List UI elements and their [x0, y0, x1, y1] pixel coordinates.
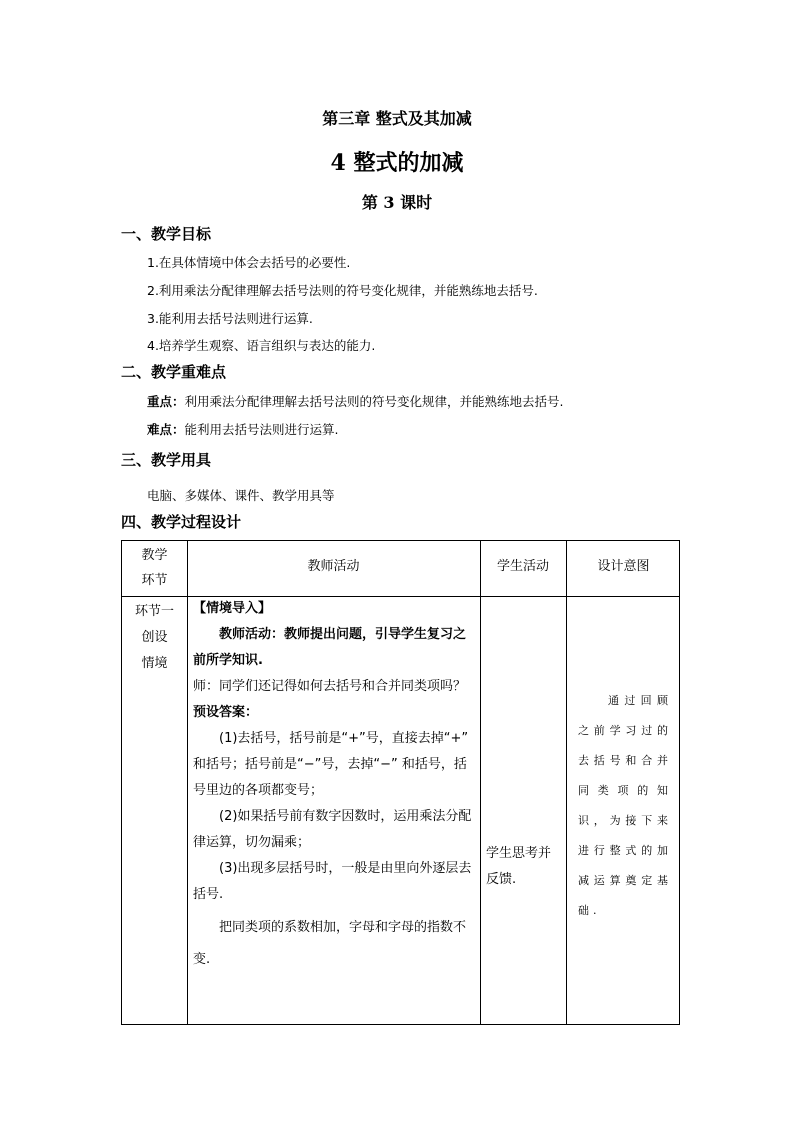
row-stage: 环节一 创设 情境	[134, 604, 174, 671]
header-design-intent: 设计意图	[597, 559, 650, 574]
student-activity-cell: 学生思考并反馈.	[486, 846, 552, 887]
difficulty-text: 能利用去括号法则进行运算.	[184, 422, 339, 437]
lesson-subtitle: 第 3 课时	[361, 193, 433, 212]
answer-label: 预设答案：	[193, 705, 259, 720]
section-heading-tools: 三、教学用具	[121, 451, 212, 469]
goal-item-2: 2.利用乘法分配律理解去括号法则的符号变化规律，并能熟练地去括号.	[147, 283, 538, 298]
section-heading-keypoints: 二、教学重难点	[121, 363, 227, 381]
answer-1: (1)去括号，括号前是“+”号，直接去掉“+” 和括号；括号前是“−”号，去掉“−” 和括号，括号里边的各项都变号；	[193, 731, 469, 798]
difficulty-label: 难点：	[147, 422, 185, 437]
scene-tag: 【情境导入】	[193, 601, 272, 616]
goal-item-4: 4.培养学生观察、语言组织与表达的能力.	[147, 338, 376, 353]
goal-item-1: 1.在具体情境中体会去括号的必要性.	[147, 255, 351, 270]
design-intent-cell: 通过回顾之前学习过的去括号和合并同类项的知识，为接下来进行整式的加减运算奠定基础.	[578, 694, 672, 917]
goal-item-3: 3.能利用去括号法则进行运算.	[147, 311, 313, 326]
keypoint-label: 重点：	[147, 394, 185, 409]
teacher-activity-cell	[193, 596, 475, 976]
teacher-activity-text: 教师活动：教师提出问题，引导学生复习之前所学知识.	[193, 627, 467, 668]
chapter-title: 第三章 整式及其加减	[322, 109, 472, 128]
difficulty-line	[147, 420, 339, 438]
answer-3: (3)出现多层括号时，一般是由里向外逐层去括号.	[193, 861, 472, 902]
answer-4: 把同类项的系数相加，字母和字母的指数不变.	[193, 920, 467, 967]
process-table	[121, 540, 680, 1025]
answer-2: (2)如果括号前有数字因数时，运用乘法分配律运算，切勿漏乘；	[193, 809, 472, 850]
section-heading-goals: 一、教学目标	[121, 225, 212, 243]
header-student-activity: 学生活动	[496, 559, 549, 574]
header-teacher-activity: 教师活动	[307, 559, 360, 574]
header-stage: 教学 环节	[141, 548, 168, 588]
teacher-question: 师：同学们还记得如何去括号和合并同类项吗？	[193, 679, 467, 694]
page-title: 4 整式的加减	[330, 150, 464, 176]
keypoint-line	[147, 392, 564, 410]
keypoint-text: 利用乘法分配律理解去括号法则的符号变化规律，并能熟练地去括号.	[184, 394, 564, 409]
section-heading-process: 四、教学过程设计	[121, 513, 242, 531]
tools-text: 电脑、多媒体、课件、教学用具等	[147, 488, 335, 503]
